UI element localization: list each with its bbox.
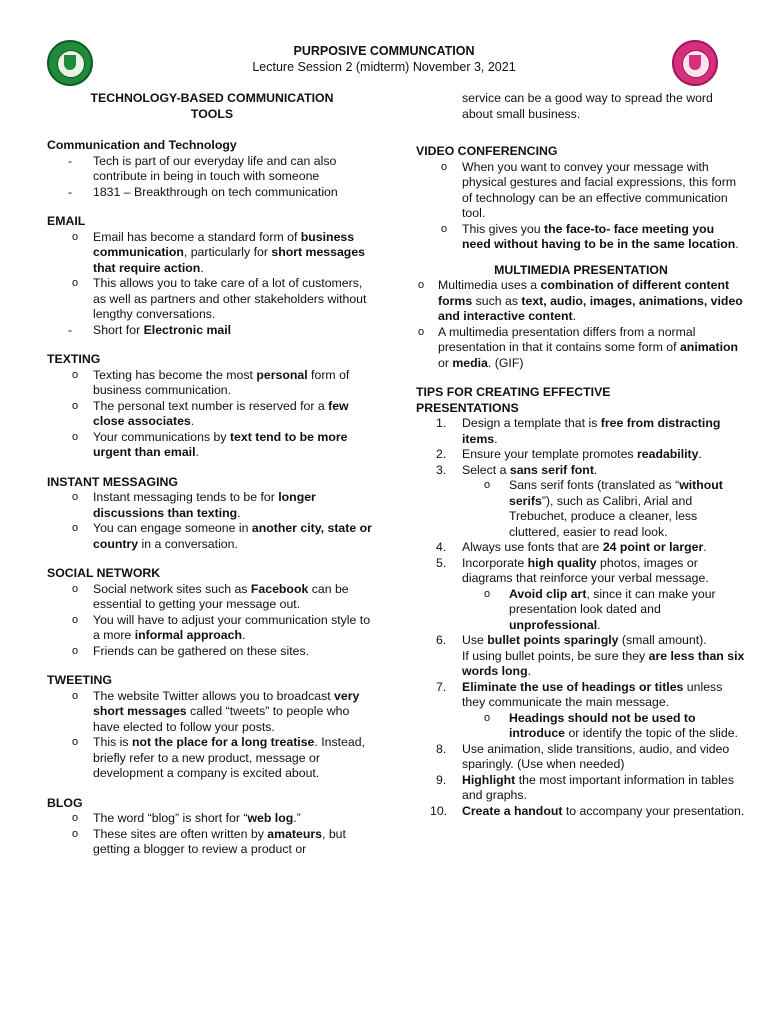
list-item: - Short for Electronic mail	[68, 322, 232, 337]
section-heading-communication: Communication and Technology	[47, 138, 237, 152]
list-item: o Email has become a standard form of business communication, particularly for short messages that require action.	[72, 229, 365, 275]
list-item: o The personal text number is reserved for a few close associates.	[72, 398, 349, 428]
right-column	[416, 91, 746, 819]
left-column	[47, 91, 377, 858]
list-item: o Your communications by text tend to be more urgent than email.	[72, 429, 348, 459]
list-item-continuation: service can be a good way to spread the word about small business.	[462, 91, 713, 121]
section-heading-tips: TIPS FOR CREATING EFFECTIVE PRESENTATIONS	[416, 385, 611, 415]
numbered-item: 5. Incorporate high quality photos, images or diagrams that reinforce your verbal message.	[436, 555, 709, 585]
section-heading-video-conferencing: VIDEO CONFERENCING	[416, 144, 558, 158]
numbered-item: 7. Eliminate the use of headings or titles unless they communicate the main message.	[436, 679, 723, 709]
list-item: o Multimedia uses a combination of different content forms such as text, audio, images, animations, video and interactive content.	[418, 278, 743, 323]
numbered-item: 9. Highlight the most important information in tables and graphs.	[436, 772, 734, 802]
list-item: o These sites are often written by amateurs, but getting a blogger to review a product or	[72, 826, 346, 856]
section-heading-instant-messaging: INSTANT MESSAGING	[47, 474, 178, 489]
numbered-item: 8. Use animation, slide transitions, audio, and video sparingly. (Use when needed)	[436, 741, 730, 771]
section-heading-tweeting: TWEETING	[47, 673, 112, 687]
document-subtitle: Lecture Session 2 (midterm) November 3, 2021	[252, 60, 516, 74]
list-item: o A multimedia presentation differs from a normal presentation in that it contains some form of animation or media. (GIF)	[418, 324, 739, 370]
section-heading-multimedia: MULTIMEDIA PRESENTATION	[494, 262, 668, 277]
main-heading: TECHNOLOGY-BASED COMMUNICATION TOOLS	[90, 91, 334, 121]
list-item: o When you want to convey your message with physical gestures and facial expressions, this form of technology can be an effective communication tool.	[441, 159, 737, 220]
list-item: o This is not the place for a long treatise. Instead, briefly refer to a new product, message or development a company is excited about.	[72, 735, 365, 780]
document-title: PURPOSIVE COMMUNCATION	[293, 44, 475, 58]
numbered-item: 1. Design a template that is free from distracting items.	[436, 416, 721, 446]
numbered-item: 3. Select a sans serif font.	[436, 462, 598, 477]
list-item: - Tech is part of our everyday life and can also contribute in being in touch with someone	[68, 153, 337, 183]
list-item: o This gives you the face-to- face meeting you need without having to be in the same location.	[441, 221, 739, 251]
section-heading-texting: TEXTING	[47, 352, 101, 366]
list-item: o This allows you to take care of a lot of customers, as well as partners and other stakeholders without lengthy conversations.	[72, 276, 367, 321]
list-item: o The website Twitter allows you to broadcast very short messages called “tweets” to people who have elected to follow your posts.	[72, 688, 360, 734]
list-item: o Friends can be gathered on these sites.	[72, 643, 310, 658]
section-heading-email: EMAIL	[47, 214, 86, 228]
numbered-item: 2. Ensure your template promotes readability.	[436, 447, 702, 461]
list-item: o Instant messaging tends to be for longer discussions than texting.	[72, 490, 316, 520]
sub-list-item: o Avoid clip art, since it can make your presentation look dated and unprofessional.	[484, 586, 716, 632]
sub-list-item: o Headings should not be used to introduce or identify the topic of the slide.	[484, 710, 738, 740]
numbered-item: 6. Use bullet points sparingly (small amount). If using bullet points, be sure they are less than six words long.	[436, 633, 745, 678]
sub-list-item: o Sans serif fonts (translated as “without serifs”), such as Calibri, Arial and Trebuchet, produce a cleaner, less cluttered, easier to read look.	[484, 478, 723, 539]
list-item: o The word “blog” is short for “web log.”	[72, 811, 301, 825]
list-item: o Texting has become the most personal form of business communication.	[72, 367, 350, 397]
section-heading-blog: BLOG	[47, 795, 83, 810]
section-heading-social-network: SOCIAL NETWORK	[47, 566, 161, 580]
list-item: o You will have to adjust your communication style to a more informal approach.	[72, 612, 371, 642]
list-item: o You can engage someone in another city, state or country in a conversation.	[72, 521, 372, 551]
list-item: o Social network sites such as Facebook can be essential to getting your message out.	[72, 581, 349, 611]
numbered-item: 4. Always use fonts that are 24 point or larger.	[436, 540, 707, 554]
list-item: - 1831 – Breakthrough on tech communication	[68, 184, 338, 199]
numbered-item: 10. Create a handout to accompany your presentation.	[430, 803, 745, 818]
